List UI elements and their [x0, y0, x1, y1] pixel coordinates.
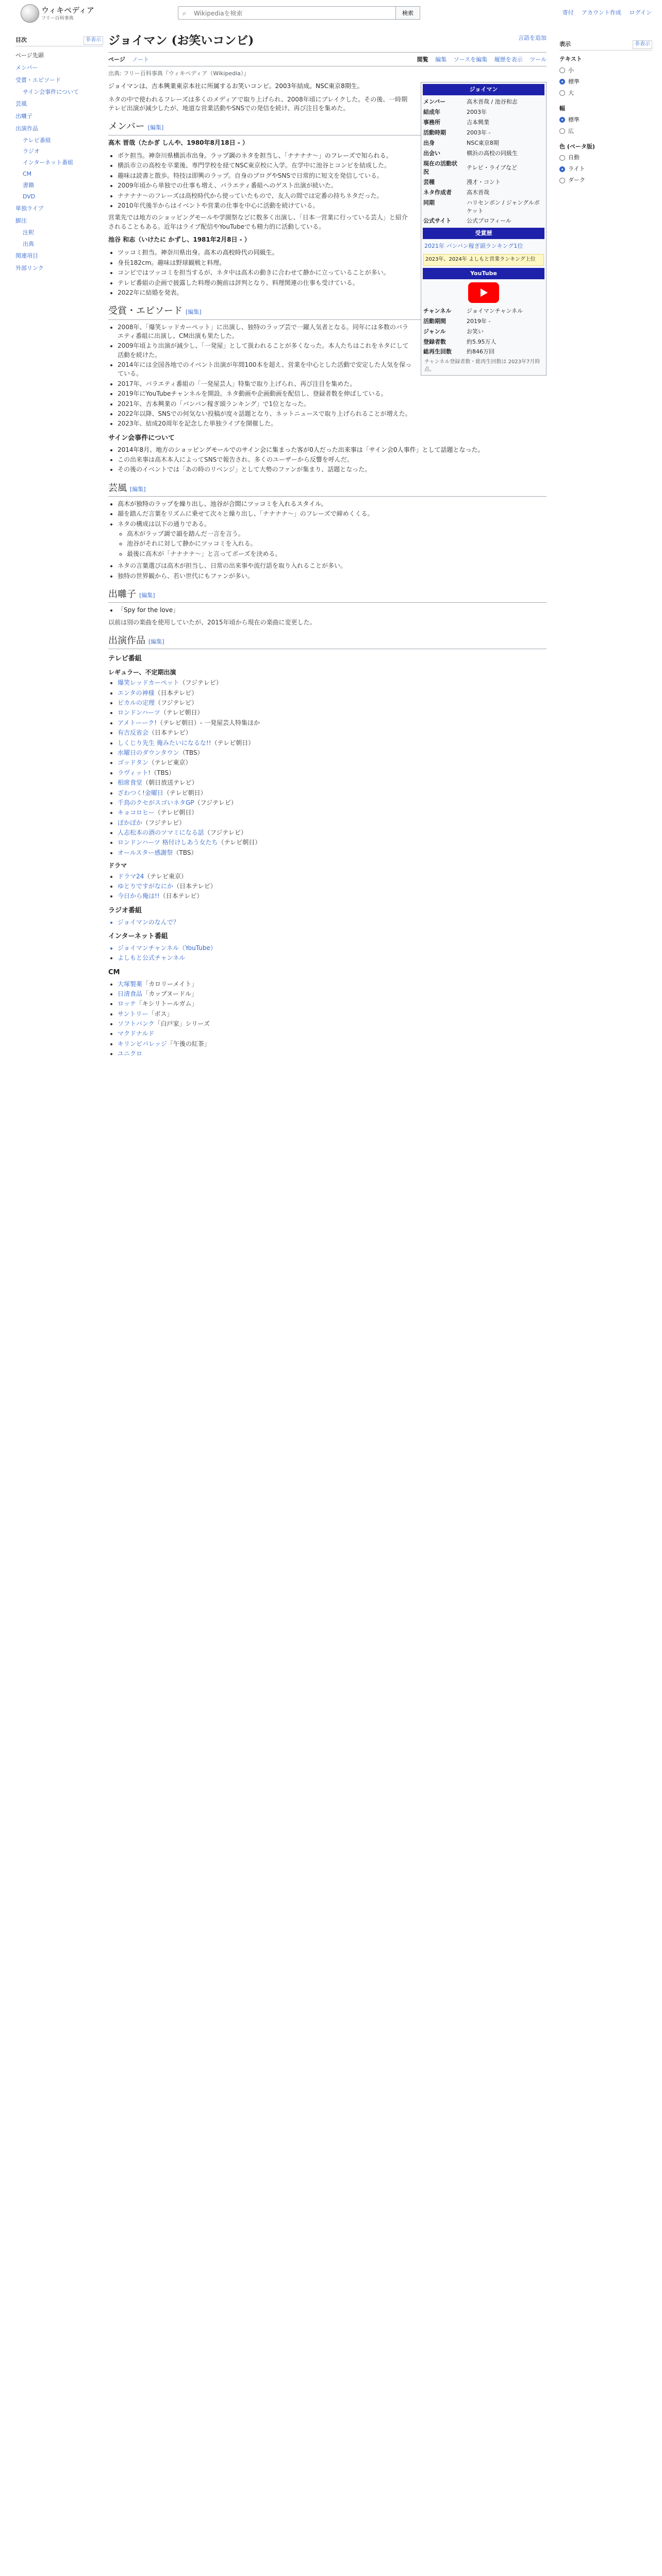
radio-item[interactable]: • ジョイマンのなんで？ [118, 918, 547, 927]
infobox-table [421, 97, 546, 226]
infobox-key: チャンネル [423, 307, 452, 314]
infobox-value: ハリセンボン / ジャングルポケット [467, 199, 540, 214]
infobox-value: 公式プロフィール [467, 217, 511, 225]
net-item[interactable]: • ジョイマンチャンネル（YouTube） [118, 944, 547, 953]
infobox-title: ジョイマン [423, 84, 544, 95]
infobox-youtube-note: チャンネル登録者数・総再生回数は 2023年7月時点。 [424, 359, 540, 372]
section-radio-heading: ラジオ番組 [108, 906, 142, 914]
youtube-logo-icon [468, 282, 499, 303]
tab-page[interactable]: ページ [108, 56, 125, 63]
user-links [556, 9, 652, 17]
edit-link[interactable]: [編集] [186, 309, 202, 316]
appearance-panel [559, 36, 652, 186]
infobox-row [421, 107, 546, 117]
section-awards-heading: 受賞・エピソード [編集] [108, 304, 547, 319]
infobox-awards[interactable]: 2021年 バンバン稼ぎ頭ランキング1位 [424, 243, 523, 250]
member2-details: • ツッコミ担当。神奈川県出身。高木の高校時代の同級生。 • 身長182cm。趣味は野球観戦と料理。 • コンビではツッコミを担当するが、ネタ中は高木の動きに合わせて静かに立っていることが多い。 • テレビ番組の企画で披露した料理の腕前は評判となり、料理関連の仕事も受けている。 • 2022年に結婚を発表。 [118, 248, 547, 297]
infobox-value: 約846万回 [467, 348, 494, 355]
toc-title: 目次 [15, 37, 27, 43]
style-text: • 高木が独特のラップを繰り出し、池谷が合間にツッコミを入れるスタイル。 [118, 500, 547, 509]
tv-list: • 爆笑レッドカーペット（フジテレビ） • エンタの神様（日本テレビ） • ピカルの定理（フジテレビ） • ロンドンハーツ（テレビ朝日） • アメトーーク!（テレビ朝日）- 一発屋芸人特集ほか • 有吉反省会（日本テレビ） • しくじり先生 俺みたいになるな!!（テレビ朝日） • 水曜日のダウンタウン（TBS） • ゴッドタン（テレビ東京） • ラヴィット!（TBS） • 相席食堂（朝日放送テレビ） • ざわつく!金曜日（テレビ朝日） • 千鳥のクセがスゴいネタGP（フジテレビ） • キョコロヒー（テレビ朝日） • ぽかぽか（フジテレビ） • 人志松本の酒のツマミになる話（フジテレビ） • ロンドンハーツ 格付けしあう女たち（テレビ朝日） • オールスター感謝祭（TBS） [118, 679, 547, 857]
text-size-label: テキスト [559, 55, 582, 62]
infobox-value: 吉本興業 [467, 119, 489, 126]
infobox-key: ネタ作成者 [423, 189, 452, 196]
infobox-row [421, 188, 546, 198]
text-size-small[interactable]: 小 [559, 65, 652, 76]
section-tv-heading: テレビ番組 [108, 655, 142, 663]
toc-item[interactable]: 単独ライブ [15, 205, 44, 212]
color-light[interactable]: ライト [559, 163, 652, 175]
section-cm-heading: CM [108, 968, 120, 976]
tab-edit[interactable]: 編集 [435, 56, 447, 63]
member1-name: 高木 晋哉（たかぎ しんや、1980年8月18日 - ） [108, 139, 249, 146]
search-input[interactable] [193, 8, 380, 19]
toc-item[interactable]: 出典 [23, 240, 34, 247]
style-list: • 高木が独特のラップを繰り出し、池谷が合間にツッコミを入れるスタイル。 • 韻を踏んだ言葉をリズムに乗せて次々と繰り出し、「ナナナナ〜」のフレーズで締めくくる。 • ネタの構成は以下の通りである。 ◦ 高木がラップ調で韻を踏んだ一言を言う。 ◦ 池谷がそれに対して静かにツッコミを入れる。 ◦ 最後に高木が「ナナナナ〜」と言ってポーズを決める。 • ネタの言葉選びは高木が担当し、日常の出来事や流行語を取り入れることが多い。 • 独特の世界観から、若い世代にもファンが多い。 [118, 500, 547, 581]
infobox-key: 公式サイト [423, 217, 452, 225]
article-body: ジョイマン メンバー 高木晋哉 / 池谷和志 結成年 2003年 事務所 吉本興業 活動時期 2003年 - 出身 NSC東京8期 出会い 横浜の高校の同級生 現在の活動状況 テレビ・ライブなど 芸種 漫才・コント ネタ作成者 高木晋哉 同期 ハリセンボン / ジャングルポケット 公式サイト 公式プロフィール 受賞歴 2021年 バンバン稼ぎ頭ランキング1位 2023年、2024年 よしもと営業ランキング上位 YouTube チャンネル ジョイマンチャンネル 活動期間 2019年 - ジャンル お笑い 登録者数 約5.95万人 総再生回数 約846万回 チャンネル登録者数・総再生回数は 2023年7月時点。 ジョイマンは、吉本興業東京本社に所属するお笑いコンビ。2003年結成。NSC東京8期生。 ネタの中で使われるフレーズは多くのメディアで取り上げられ、2008年頃にブレイクした。その後、一時期テレビ出演が減少したが、地道な営業活動やSNSでの発信を続け、再び注目を集めた。 メンバー [編集] 高木 晋哉（たかぎ しんや、1980年8月18日 - ） • ボケ担当。神奈川県横浜市出身。ラップ調のネタを担当し、「ナナナナ〜」のフレーズで知られる。 • 横浜市立の高校を卒業後、専門学校を経てNSC東京校に入学。在学中に池谷とコンビを結成した。 • 趣味は読書と散歩。特技は即興のラップ。自身のブログやSNSで日常的に短文を発信している。 • 2009年頃から単独での仕事も増え、バラエティ番組へのゲスト出演が続いた。 • ナナナナ〜のフレーズは高校時代から使っていたもので、友人の間では定番の持ちネタだった。 • 2010年代後半からはイベントや営業の仕事を中心に活動を続けている。 営業先では地方のショッピングモールや学園祭などに数多く出演し、「日本一営業に行っている芸人」と紹介されることもある。近年はライブ配信やYouTubeでも精力的に活動している。 池谷 和志（いけたに かずし、1981年2月8日 - ） • ツッコミ担当。神奈川県出身。高木の高校時代の同級生。 • 身長182cm。趣味は野球観戦と料理。 • コンビではツッコミを担当するが、ネタ中は高木の動きに合わせて静かに立っていることが多い。 • テレビ番組の企画で披露した料理の腕前は評判となり、料理関連の仕事も受けている。 • 2022年に結婚を発表。 受賞・エピソード [編集] • 2008年、「爆笑レッドカーペット」に出演し、独特のラップ芸で一躍人気者となる。同年には多数のバラエティ番組に出演し、CM出演も果たした。 • 2009年頃より出演が減少し、「一発屋」として扱われることが多くなった。本人たちはこれをネタにして活動を続けた。 • 2014年には全国各地でのイベント出演が年間100本を超え、営業を中心とした活動で安定した人気を保っている。 • 2017年、バラエティ番組の「一発屋芸人」特集で取り上げられ、再び注目を集めた。 • 2019年にYouTubeチャンネルを開設。ネタ動画や企画動画を配信し、登録者数を伸ばしている。 • 2021年、吉本興業の「バンバン稼ぎ頭ランキング」で1位となった。 • 2022年以降、SNSでの何気ない投稿が度々話題となり、ネットニュースで取り上げられることが増えた。 • 2023年、結成20周年を記念した単独ライブを開催した。 サイン会事件について • 2014年8月、地方のショッピングモールでのサイン会に集まった客が0人だった出来事は「サイン会0人事件」として話題となった。 • この出来事は高木本人によってSNSで報告され、多くのユーザーから反響を呼んだ。 • その後のイベントでは「あの時のリベンジ」として大勢のファンが集まり、話題となった。 芸風 [編集] • 高木が独特のラップを繰り出し、池谷が合間にツッコミを入れるスタイル。 • 韻を踏んだ言葉をリズムに乗せて次々と繰り出し、「ナナナナ〜」のフレーズで締めくくる。 • ネタの構成は以下の通りである。 ◦ 高木がラップ調で韻を踏んだ一言を言う。 ◦ 池谷がそれに対して静かにツッコミを入れる。 ◦ 最後に高木が「ナナナナ〜」と言ってポーズを決める。 • ネタの言葉選びは高木が担当し、日常の出来事や流行語を取り入れることが多い。 • 独特の世界観から、若い世代にもファンが多い。 出囃子 [編集] • 「Spy for the love」 以前は別の楽曲を使用していたが、2015年頃から現在の楽曲に変更した。 出演作品 [編集] テレビ番組 レギュラー、不定期出演 • 爆笑レッドカーペット（フジテレビ） • エンタの神様（日本テレビ） • ピカルの定理（フジテレビ） • ロンドンハーツ（テレビ朝日） • アメトーーク!（テレビ朝日）- 一発屋芸人特集ほか • 有吉反省会（日本テレビ） • しくじり先生 俺みたいになるな!!（テレビ朝日） • 水曜日のダウンタウン（TBS） • ゴッドタン（テレビ東京） • ラヴィット!（TBS） • 相席食堂（朝日放送テレビ） • ざわつく!金曜日（テレビ朝日） • 千鳥のクセがスゴいネタGP（フジテレビ） • キョコロヒー（テレビ朝日） • ぽかぽか（フジテレビ） • 人志松本の酒のツマミになる話（フジテレビ） • ロンドンハーツ 格付けしあう女たち（テレビ朝日） • オールスター感謝祭（TBS） ドラマ • ドラマ24（テレビ東京） • ゆとりですがなにか（日本テレビ） • 今日から俺は!!（日本テレビ） ラジオ番組 • ジョイマンのなんで？ インターネット番組 • ジョイマンチャンネル（YouTube） • よしもと公式チャンネル CM • 大塚製薬「カロリーメイト」 • 日清食品「カップヌードル」 • ロッテ「キシリトールガム」 • サントリー「ボス」 • ソフトバンク「白戸家」シリーズ • マクドナルド • キリンビバレッジ「午後の紅茶」 • ユニクロ [108, 82, 547, 1058]
section-sign-heading: サイン会事件について [108, 434, 175, 442]
toc-item[interactable]: 外部リンク [15, 264, 44, 272]
infobox-key: メンバー [423, 98, 446, 106]
infobox-row [421, 177, 546, 188]
member2-desc: • ツッコミ担当。神奈川県出身。高木の高校時代の同級生。 [118, 248, 547, 257]
awards-list: • 2008年、「爆笑レッドカーペット」に出演し、独特のラップ芸で一躍人気者となる。同年には多数のバラエティ番組に出演し、CM出演も果たした。 • 2009年頃より出演が減少し、「一発屋」として扱われることが多くなった。本人たちはこれをネタにして活動を続けた。 • 2014年には全国各地でのイベント出演が年間100本を超え、営業を中心とした活動で安定した人気を保っている。 • 2017年、バラエティ番組の「一発屋芸人」特集で取り上げられ、再び注目を集めた。 • 2019年にYouTubeチャンネルを開設。ネタ動画や企画動画を配信し、登録者数を伸ばしている。 • 2021年、吉本興業の「バンバン稼ぎ頭ランキング」で1位となった。 • 2022年以降、SNSでの何気ない投稿が度々話題となり、ネットニュースで取り上げられることが増えた。 • 2023年、結成20周年を記念した単独ライブを開催した。 [118, 323, 547, 429]
section-debayashi-heading: 出囃子 [編集] [108, 588, 547, 603]
radio-icon [559, 67, 565, 73]
width-wide[interactable]: 広 [559, 126, 652, 137]
section-style-heading: 芸風 [編集] [108, 482, 547, 497]
main-content [108, 31, 547, 1062]
donate-link[interactable]: 寄付 [562, 9, 574, 16]
from-wikipedia: 出典: フリー百科事典『ウィキペディア（Wikipedia）』 [108, 70, 250, 77]
infobox-value: 高木晋哉 / 池谷和志 [467, 98, 518, 106]
infobox-row [421, 148, 546, 159]
infobox-key: 総再生回数 [423, 348, 452, 355]
color-dark[interactable]: ダーク [559, 175, 652, 186]
infobox-key: 芸種 [423, 178, 435, 185]
infobox-value: 2003年 [467, 109, 487, 116]
infobox-key: ジャンル [423, 328, 446, 335]
infobox-value: NSC東京8期 [467, 139, 499, 146]
infobox-value: 約5.95万人 [467, 338, 496, 345]
create-account-link[interactable]: アカウント作成 [582, 9, 622, 16]
site-tagline: フリー百科事典 [41, 16, 74, 21]
search-button[interactable]: 検索 [395, 6, 420, 20]
table-of-contents [15, 36, 103, 275]
infobox-youtube-header: YouTube [423, 268, 544, 279]
infobox-key: 登録者数 [423, 338, 446, 345]
infobox-awards-header: 受賞歴 [423, 228, 544, 239]
infobox-key: 活動期間 [423, 317, 446, 325]
infobox-value: テレビ・ライブなど [467, 164, 518, 171]
login-link[interactable]: ログイン [629, 9, 652, 16]
radio-icon [559, 90, 565, 96]
infobox-value: 高木晋哉 [467, 189, 489, 196]
infobox-key: 活動時期 [423, 129, 446, 137]
edit-link[interactable]: [編集] [148, 638, 164, 645]
toc-item[interactable]: 受賞・エピソード [15, 76, 61, 83]
search-icon: ⌕ [183, 10, 187, 18]
infobox [421, 82, 547, 376]
text-size-large[interactable]: 大 [559, 88, 652, 99]
section-net-heading: インターネット番組 [108, 933, 168, 941]
infobox-row [421, 306, 546, 316]
toc-hide-button[interactable]: 非表示 [84, 36, 103, 45]
page-tabs [108, 53, 547, 66]
tab-history[interactable]: 履歴を表示 [494, 56, 523, 63]
filler-text: ネタの中で使われるフレーズは多くのメディアで取り上げられ、2008年頃にブレイクした。その後、一時期テレビ出演が減少したが、地道な営業活動やSNSでの発信を続け、再び注目を集めた。 [108, 95, 408, 112]
radio-icon [559, 178, 565, 183]
section-tv-drama-heading: ドラマ [108, 862, 127, 870]
toc-item[interactable]: メンバー [15, 64, 38, 71]
toc-item[interactable]: ページ先頭 [15, 52, 44, 59]
globe-icon [21, 4, 39, 23]
toc-list [15, 49, 103, 275]
edit-link[interactable]: [編集] [130, 485, 146, 493]
search-box [178, 6, 420, 20]
infobox-value: お笑い [467, 328, 484, 335]
radio-selected-icon [559, 117, 565, 123]
infobox-youtube-table [421, 306, 546, 358]
infobox-row [421, 347, 546, 357]
infobox-value: ジョイマンチャンネル [467, 307, 523, 314]
intro-paragraph: ジョイマンは、吉本興業東京本社に所属するお笑いコンビ。2003年結成。NSC東京8期生。 [108, 82, 363, 90]
member1-details: • ボケ担当。神奈川県横浜市出身。ラップ調のネタを担当し、「ナナナナ〜」のフレーズで知られる。 • 横浜市立の高校を卒業後、専門学校を経てNSC東京校に入学。在学中に池谷とコンビを結成した。 • 趣味は読書と散歩。特技は即興のラップ。自身のブログやSNSで日常的に短文を発信している。 • 2009年頃から単独での仕事も増え、バラエティ番組へのゲスト出演が続いた。 • ナナナナ〜のフレーズは高校時代から使っていたもので、友人の間では定番の持ちネタだった。 • 2010年代後半からはイベントや営業の仕事を中心に活動を続けている。 [118, 151, 547, 210]
infobox-row [421, 216, 546, 226]
toc-item[interactable]: CM [23, 171, 32, 178]
toc-item[interactable]: インターネット番組 [23, 159, 74, 166]
appearance-header [559, 40, 652, 50]
infobox-row [421, 198, 546, 216]
edit-link[interactable]: [編集] [147, 124, 164, 131]
toc-item[interactable]: テレビ番組 [23, 137, 51, 144]
width-standard[interactable]: 標準 [559, 114, 652, 126]
infobox-row [421, 327, 546, 337]
infobox-value: 2003年 - [467, 129, 491, 137]
toc-item[interactable]: 芸風 [15, 100, 27, 107]
sign-text: • 2014年8月、地方のショッピングモールでのサイン会に集まった客が0人だった出来事は「サイン会0人事件」として話題となった。 [118, 446, 547, 454]
toc-item[interactable]: 注釈 [23, 229, 34, 236]
infobox-key: 現在の活動状況 [423, 160, 457, 175]
toc-item[interactable]: 関連項目 [15, 252, 38, 259]
appearance-hide-button[interactable]: 非表示 [633, 40, 652, 49]
infobox-key: 事務所 [423, 119, 440, 126]
infobox-row [421, 138, 546, 148]
tab-tools[interactable]: ツール [529, 56, 547, 63]
infobox-key: 出身 [423, 139, 435, 146]
width-label: 幅 [559, 105, 565, 112]
toc-item[interactable]: 出演作品 [15, 125, 38, 132]
infobox-row [421, 337, 546, 347]
infobox-value: 横浜の高校の同級生 [467, 149, 518, 157]
color-auto[interactable]: 自動 [559, 152, 652, 163]
toc-item[interactable]: DVD [23, 193, 36, 200]
infobox-value: 漫才・コント [467, 178, 501, 185]
infobox-row [421, 128, 546, 138]
wikipedia-logo[interactable] [21, 3, 103, 24]
color-label: 色 (ベータ版) [559, 143, 595, 150]
toc-item[interactable]: ラジオ [23, 148, 40, 155]
section-tv-regular-heading: レギュラー、不定期出演 [108, 668, 176, 676]
infobox-note: 2023年、2024年 よしもと営業ランキング上位 [423, 254, 544, 266]
infobox-key: 同期 [423, 199, 435, 206]
tab-talk[interactable]: ノート [132, 56, 149, 63]
infobox-key: 結成年 [423, 109, 440, 116]
section-works-heading: 出演作品 [編集] [108, 634, 547, 649]
appearance-title: 表示 [559, 41, 571, 47]
toc-header [15, 36, 103, 46]
text-size-standard[interactable]: 標準 [559, 76, 652, 88]
radio-icon [559, 155, 565, 161]
radio-icon [559, 128, 565, 134]
tab-read[interactable]: 閲覧 [417, 56, 428, 63]
toc-item[interactable]: 脚注 [15, 217, 27, 225]
section-members-heading: メンバー [編集] [108, 120, 547, 135]
cm-list: • 大塚製薬「カロリーメイト」 • 日清食品「カップヌードル」 • ロッテ「キシリトールガム」 • サントリー「ボス」 • ソフトバンク「白戸家」シリーズ • マクドナルド • キリンビバレッジ「午後の紅茶」 • ユニクロ [118, 980, 547, 1059]
page-title: ジョイマン (お笑いコンビ) [108, 31, 547, 53]
header [0, 0, 662, 27]
infobox-row [421, 117, 546, 128]
site-name: ウィキペディア [41, 6, 94, 15]
infobox-value: 2019年 - [467, 317, 491, 325]
radio-selected-icon [559, 79, 565, 84]
language-button[interactable]: 言語を追加 [518, 35, 547, 41]
infobox-row [421, 97, 546, 107]
infobox-key: 出会い [423, 149, 440, 157]
toc-item[interactable]: 書籍 [23, 182, 34, 189]
edit-link[interactable]: [編集] [139, 592, 155, 599]
tab-edit-source[interactable]: ソースを編集 [453, 56, 488, 63]
toc-item[interactable]: サイン会事件について [23, 88, 79, 95]
infobox-row [421, 159, 546, 177]
member1-desc: • ボケ担当。神奈川県横浜市出身。ラップ調のネタを担当し、「ナナナナ〜」のフレーズで知られる。 [118, 151, 547, 160]
infobox-row [421, 316, 546, 327]
debayashi-text: • 「Spy for the love」 [118, 606, 547, 615]
toc-item[interactable]: 出囃子 [15, 112, 32, 120]
radio-selected-icon [559, 166, 565, 172]
member2-name: 池谷 和志（いけたに かずし、1981年2月8日 - ） [108, 236, 251, 244]
